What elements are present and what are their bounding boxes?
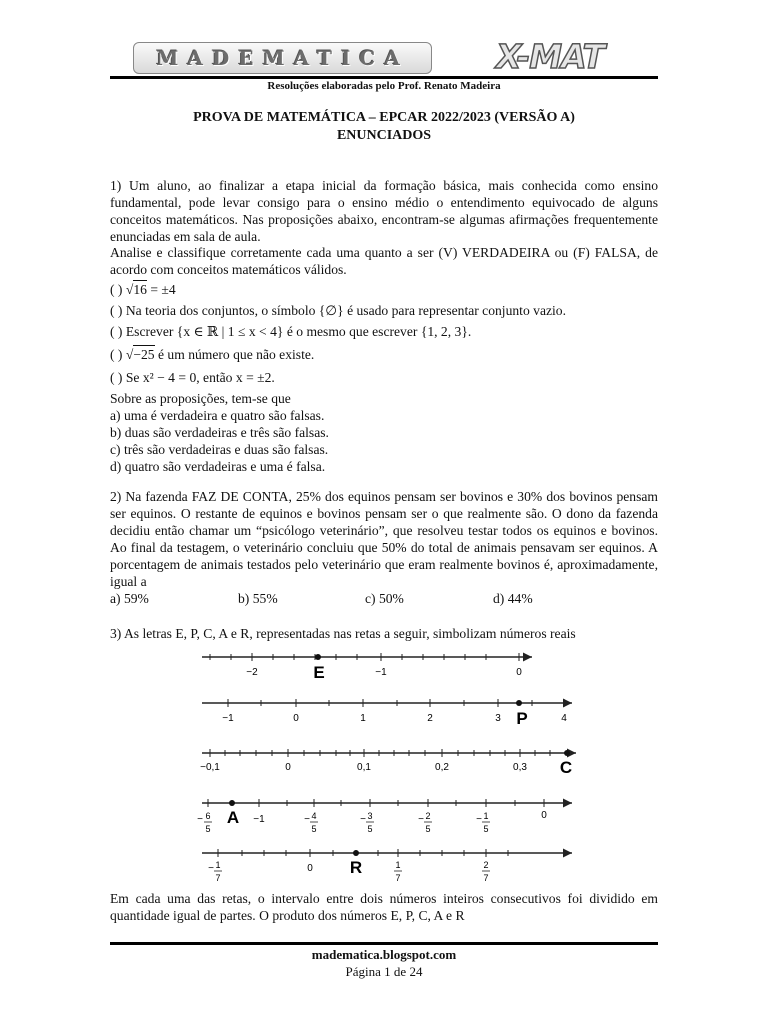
nl4-minus-4: − [418, 814, 424, 825]
q1-option-a: a) uma é verdadeira e quatro são falsas. [110, 408, 325, 423]
page-number: Página 1 de 24 [345, 964, 423, 979]
nl4-label-2: −1 [253, 814, 265, 825]
footer-rule [110, 942, 658, 945]
author-line: Resoluções elaboradas pelo Prof. Renato Madeira [267, 80, 501, 92]
point-r-label: R [349, 858, 363, 877]
svg-text:5: 5 [311, 824, 317, 834]
q2-option-a: a) 59% [110, 591, 149, 606]
nl2-label-2: 0 [293, 713, 299, 724]
svg-text:6: 6 [205, 811, 211, 821]
footer-site: madematica.blogspot.com [311, 947, 457, 962]
nl2-label-3: 1 [360, 713, 366, 724]
nl4-label-6 [482, 811, 490, 834]
svg-text:7: 7 [215, 873, 221, 883]
nl5-label-3 [394, 860, 402, 883]
svg-text:2: 2 [425, 811, 431, 821]
svg-text:2: 2 [483, 860, 489, 870]
point-p-label: P [516, 709, 528, 728]
nl4-minus-5: − [476, 814, 482, 825]
svg-text:1: 1 [483, 811, 489, 821]
title-line-2: ENUNCIADOS [336, 128, 432, 143]
q1-item-4: ( ) √−25 é um número que não existe. [110, 347, 315, 362]
svg-text:7: 7 [395, 873, 401, 883]
title-line-1: PROVA DE MATEMÁTICA – EPCAR 2022/2023 (VERSÃO A) [193, 110, 575, 125]
svg-text:3: 3 [367, 811, 373, 821]
x-mat-logo: X-MAT [496, 37, 604, 76]
q1-item-1: ( ) √16 = ±4 [110, 282, 176, 297]
nl4-minus-1: − [197, 814, 203, 825]
nl1-label-1: −2 [246, 667, 258, 678]
nl4-label-3 [310, 811, 318, 834]
q2-options [110, 591, 658, 608]
q1-intro: 1) Um aluno, ao finalizar a etapa inicial da formação básica, mais conhecida como ensino fundamental, pode levar consigo para o ensino médio o entendimento equivocado de alguns conceitos matemáticos. Nas proposições abaixo, encontram-se algumas afirmações frequentemente enunciadas em sala de aula. [110, 178, 658, 244]
nl5-label-4 [482, 860, 490, 883]
q2-option-b: b) 55% [238, 591, 278, 606]
number-line-2 [202, 699, 572, 728]
svg-text:4: 4 [311, 811, 317, 821]
q1-item-3: ( ) Escrever {x ∈ ℝ | 1 ≤ x < 4} é o mesmo que escrever {1, 2, 3}. [110, 324, 472, 339]
nl2-label-1: −1 [222, 713, 234, 724]
q1-option-b: b) duas são verdadeiras e três são falsas. [110, 425, 329, 440]
number-line-1 [202, 653, 532, 682]
q2-option-d: d) 44% [493, 591, 533, 606]
nl4-minus-3: − [360, 814, 366, 825]
header-rule [110, 76, 658, 79]
svg-text:1: 1 [215, 860, 221, 870]
svg-text:5: 5 [425, 824, 431, 834]
nl3-label-1: −0,1 [200, 762, 220, 773]
q1-instruction: Analise e classifique corretamente cada uma quanto a ser (V) VERDADEIRA ou (F) FALSA, de acordo com conceitos matemáticos válidos. [110, 245, 658, 277]
svg-text:5: 5 [205, 824, 211, 834]
point-a-label: A [226, 808, 240, 827]
nl2-label-5: 3 [495, 713, 501, 724]
nl2-label-6: 4 [561, 713, 567, 724]
svg-text:1: 1 [395, 860, 401, 870]
number-lines-figure [190, 645, 590, 895]
nl5-label-1 [214, 860, 222, 883]
nl4-label-7: 0 [541, 810, 547, 821]
q3-text: 3) As letras E, P, C, A e R, representadas nas retas a seguir, simbolizam números reais [110, 626, 576, 641]
q1-item-5: ( ) Se x² − 4 = 0, então x = ±2. [110, 370, 275, 385]
nl1-label-2: −1 [375, 667, 387, 678]
number-line-5 [202, 849, 572, 883]
nl4-label-4 [366, 811, 374, 834]
svg-text:7: 7 [483, 873, 489, 883]
point-e-label: E [313, 663, 325, 682]
svg-text:5: 5 [483, 824, 489, 834]
number-line-4 [197, 799, 572, 834]
q1-option-c: c) três são verdadeiras e duas são falsas. [110, 442, 329, 457]
point-c-label: C [559, 758, 573, 777]
nl3-label-2: 0 [285, 762, 291, 773]
number-line-3 [200, 749, 576, 777]
nl4-label-5 [424, 811, 432, 834]
q2-text: 2) Na fazenda FAZ DE CONTA, 25% dos equinos pensam ser bovinos e 30% dos bovinos pensam ser equinos. O restante de equinos e bovinos pensam ser o que realmente são. O dono da fazenda decidiu então chamar um “psicólogo veterinário”, que resolveu testar todos os equinos e bovinos. Ao final da testagem, o veterinário concluiu que 50% do total de animais pensavam ser equinos. A porcentagem de animais testados pelo veterinário que eram realmente bovinos é, aproximadamente, igual a [110, 489, 658, 589]
nl2-label-4: 2 [427, 713, 433, 724]
mademática-logo: MADEMATICA [133, 42, 432, 74]
page-title [110, 109, 658, 145]
q3-closing: Em cada uma das retas, o intervalo entre dois números inteiros consecutivos foi dividido em quantidade igual de partes. O produto dos números E, P, C, A e R [110, 891, 658, 923]
svg-text:5: 5 [367, 824, 373, 834]
q1-stem: Sobre as proposições, tem-se que [110, 391, 291, 406]
nl4-label-1 [204, 811, 212, 834]
nl5-minus-1: − [208, 863, 214, 874]
q1-item-2: ( ) Na teoria dos conjuntos, o símbolo {∅} é usado para representar conjunto vazio. [110, 303, 566, 318]
q2-option-c: c) 50% [365, 591, 404, 606]
nl3-label-3: 0,1 [357, 762, 371, 773]
nl3-label-4: 0,2 [435, 762, 449, 773]
nl3-label-5: 0,3 [513, 762, 527, 773]
nl5-label-2: 0 [307, 863, 313, 874]
nl1-label-3: 0 [516, 667, 522, 678]
q1-option-d: d) quatro são verdadeiras e uma é falsa. [110, 459, 326, 474]
nl4-minus-2: − [304, 814, 310, 825]
